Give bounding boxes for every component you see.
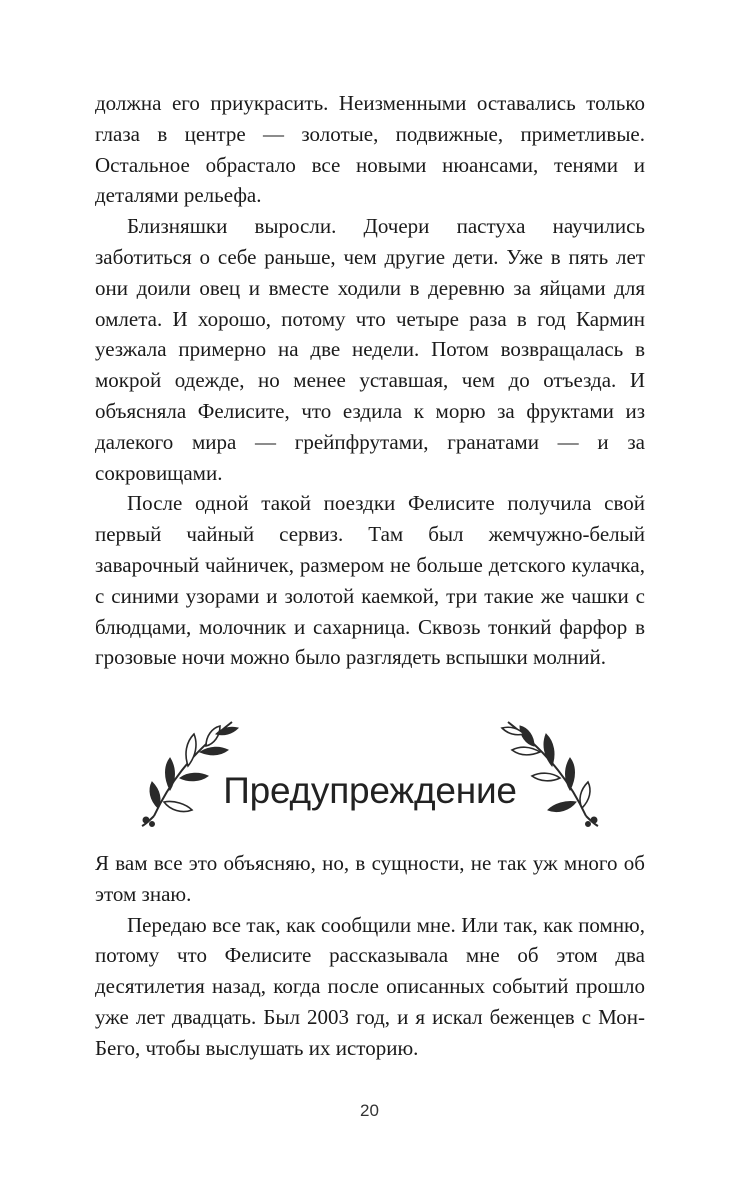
- section-title: Предупреждение: [223, 770, 517, 811]
- paragraph-continuation: должна его приукрасить. Неизменными оставались только глаза в центре — золотые, подвижные, приметливые. Остальное обрастало все новыми нюансами, тенями и деталями рельефа.: [95, 91, 645, 208]
- page-number: 20: [360, 1101, 379, 1120]
- text-block-top: [95, 88, 645, 673]
- paragraph-twins: Близняшки выросли. Дочери пастуха научились заботиться о себе раньше, чем другие дети. Уже в пять лет они доили овец и вместе ходили в деревню за яйцами для омлета. И хорошо, потому что четыре раза в год Кармин уезжала примерно на две недели. Потом возвращалась в мокрой одежде, но менее уставшая, чем до отъезда. И объясняла Фелисите, что ездила к морю за фруктами из далекого мира — грейпфрутами, гранатами — и за сокровищами.: [95, 214, 645, 485]
- text-block-bottom: [95, 848, 645, 1064]
- section-heading: [140, 716, 600, 836]
- paragraph-tea-set: После одной такой поездки Фелисите получила свой первый чайный сервиз. Там был жемчужно-белый заварочный чайничек, размером не больше детского кулачка, с синими узорами и золотой каемкой, три такие же чашки с блюдцами, молочник и сахарница. Сквозь тонкий фарфор в грозовые ночи можно было разглядеть вспышки молний.: [95, 491, 645, 670]
- paragraph-memory: Передаю все так, как сообщили мне. Или так, как помню, потому что Фелисите рассказывала мне об этом два десятилетия назад, когда после описанных событий прошло уже лет двадцать. Был 2003 год, и я искал беженцев с Мон-Бего, чтобы выслушать их историю.: [95, 912, 645, 1060]
- paragraph-explanation: Я вам все это объясняю, но, в сущности, не так уж много об этом знаю.: [95, 851, 645, 906]
